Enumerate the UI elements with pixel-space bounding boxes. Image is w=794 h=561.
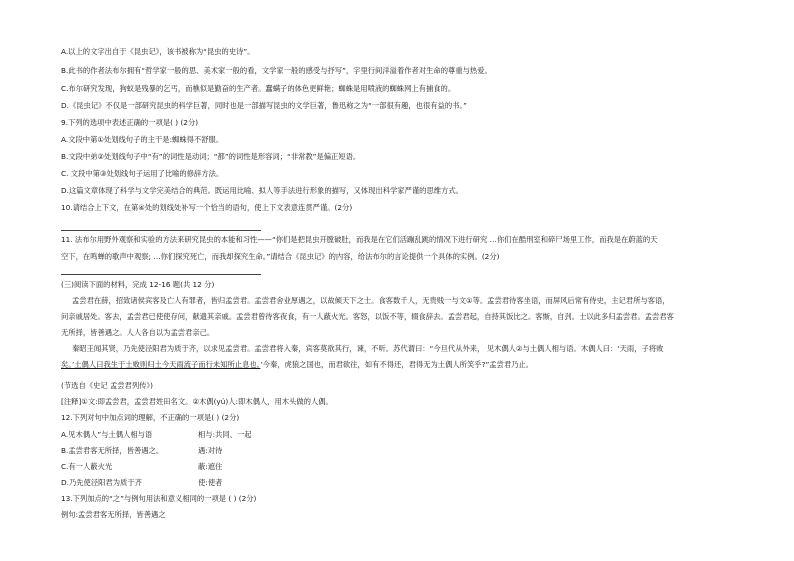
passage-notes: [注释]①文:即孟尝君，孟尝君姓田名文。②木偶(yú)人:即木偶人，用木头做的人偶。	[61, 397, 333, 406]
q9-option-a: A.文段中第①处划线句子的主干是:蜘蛛得不舒服。	[61, 135, 224, 144]
q8-option-b: B.此书的作者法布尔拥有“哲学家一般的思、美术家一般的看，文学家一般的感受与抒写”，字里行间洋溢着作者对生命的尊重与热爱。	[61, 66, 492, 75]
q12-stem: 12.下列对句中加点词的理解，不正确的一项是( ) (2分)	[61, 413, 240, 422]
q12-option-a	[61, 429, 252, 440]
q12-option-a-gloss: 相与:共同、一起	[198, 430, 252, 439]
q11-line-1: 11. 法布尔用野外观察和实验的方法来研究昆虫的本能和习性——“你们是把昆虫开膛破肚，而我是在它们活蹦乱跳的情况下进行研究 …你们在酷刑室和碎尸场里工作，而我是在蔚蓝的天	[61, 235, 658, 244]
q12-option-d-text: D.乃先使泾阳君为质于齐	[61, 478, 142, 487]
q12-option-c-text: C.有一人蔽火光	[61, 462, 113, 471]
passage-para1-line-1: 孟尝君在薛，招致诸侯宾客及亡人有罪者，皆归孟尝君。孟尝君舍业厚遇之，以故倾天下之士。食客数千人，无贵贱一与文①等。孟尝君待客坐语，而屏风后常有侍史，主记君所与客语，	[72, 296, 670, 305]
passage-para1-line-3: 无所择，皆善遇之。人人各自以为孟尝君亲己。	[61, 328, 215, 337]
passage-source: (节选自《史记 孟尝君列传》)	[61, 381, 153, 390]
q10-stem: 10.请结合上下文，在第④处的划线处补写一个恰当的语句，使上下文表意连贯严谨。(2分)	[61, 203, 353, 212]
q13-stem: 13.下列加点的“之”与例句用法和意义相同的一项是 ( ) (2分)	[61, 494, 257, 503]
passage-para2-line-1: 秦昭王闻其贤，乃先使泾阳君为质于齐，以求见孟尝君。孟尝君将入秦，宾客莫欲其行，谏，不听。苏代谓曰：“今旦代从外来， 见木偶人②与土偶人相与语。木偶人曰：‘天雨，子将败	[72, 344, 664, 353]
q12-option-b	[61, 445, 222, 456]
q12-option-b-text: B.孟尝君客无所择，皆善遇之。	[61, 446, 164, 455]
passage-para1-line-2: 问亲戚居处。客去，孟尝君已使使存问，献遗其亲戚。孟尝君曾待客夜食，有一人蔽火光。客怒，以饭不等，辍食辞去。孟尝君起，自持其饭比之。客惭，自刭。士以此多归孟尝君。孟尝君客	[61, 312, 674, 321]
q9-option-b: B.文段中弟②处划线句子中“有”的词性是动词；“都”的词性是形容词；“非常教”是偏正短语。	[61, 152, 361, 161]
q13-example: 例句:孟尝君客无所择，皆善遇之	[61, 510, 166, 519]
q11-answer-line	[61, 274, 261, 275]
q8-option-c: C.布尔研究发现，狗蚁是残暴的乞丐，而樵似是勤奋的生产者。蠢螨子的体色更鲜艳；蜘蛛是用喷液的蜘蛛网上有捕食的。	[61, 84, 456, 93]
q12-option-d	[61, 477, 222, 488]
section-3-heading: (三)阅读下面的材料，完成 12-16 题(共 12 分)	[61, 280, 215, 289]
q12-option-d-gloss: 使:使者	[198, 478, 223, 487]
q9-stem: 9.下列的选项中表述正确的一项是( ) (2分)	[61, 118, 199, 127]
passage-para2-line-2	[61, 359, 533, 370]
q12-option-c	[61, 461, 222, 472]
underlined-sentence: 矣。’土偶人曰我生于土败则归土今天雨流子而行未知所止息也。	[61, 360, 261, 369]
q8-option-d: D.《昆虫记》不仅是一部研究昆虫的科学巨著，同时也是一部描写昆虫的文学巨著，鲁迅称之为“一部很有趣，也很有益的书。”	[61, 101, 467, 110]
q12-option-a-text: A.见木偶人”与土偶人相与语	[61, 430, 153, 439]
q11-line-2: 空下，在鸣蝉的歌声中观察; …你们探究死亡，而我却探究生命。”请结合《昆虫记》的内容，给法布尔的言论提供一个具体的实例。(2分)	[61, 252, 500, 261]
q12-option-b-gloss: 遇:对待	[198, 446, 223, 455]
q9-option-d: D.这篇文章体现了科学与文学完美结合的典范。既运用比喻、拟人等手法进行形象的描写，又体现出科学家严谨的思维方式。	[61, 186, 463, 195]
q9-option-c: C. 文段中第③处划线句子运用了比喻的修辞方法。	[61, 169, 224, 178]
q10-answer-line	[61, 230, 261, 231]
q12-option-c-gloss: 蔽:遮住	[198, 462, 223, 471]
q8-option-a: A.以上的文字出自于《昆虫记》，该书被称为“昆虫的史诗”。	[61, 47, 255, 56]
passage-para2-rest: ’今秦，虎狼之国也，而君欲往，如有不得还，君得无为土偶人所笑乎?”孟尝君乃止。	[260, 360, 534, 369]
